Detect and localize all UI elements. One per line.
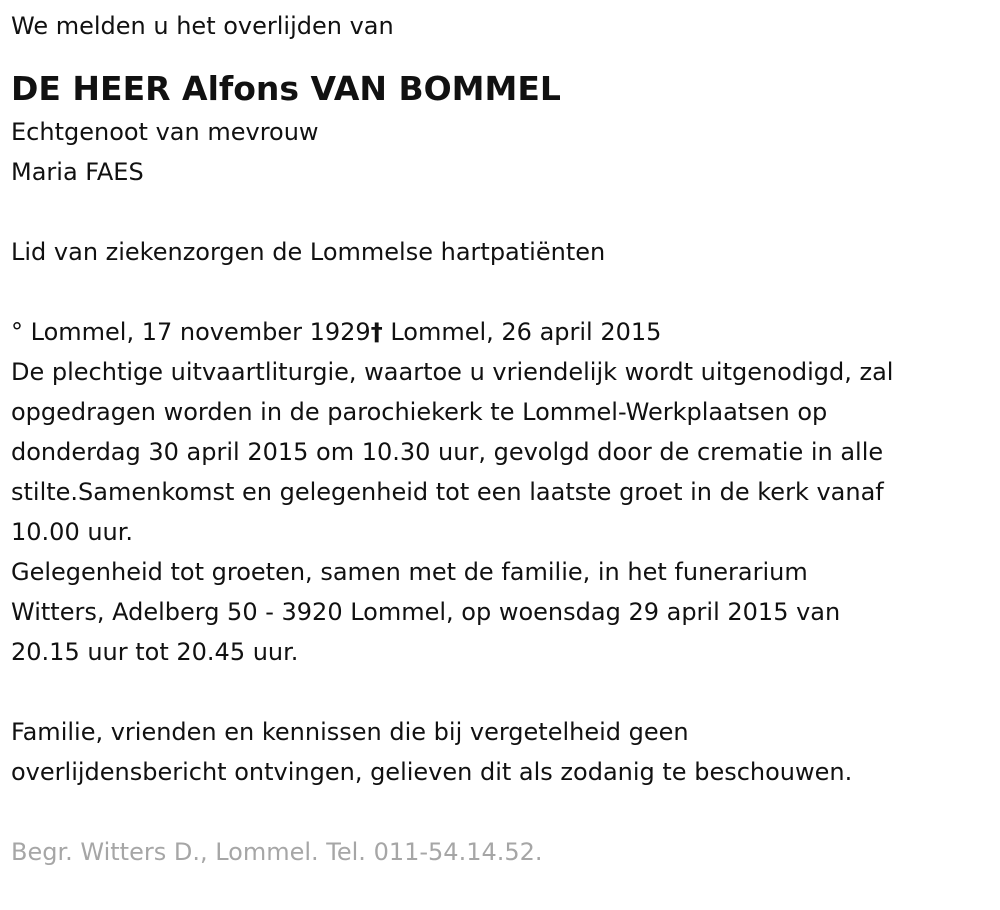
visitation-line: Witters, Adelberg 50 - 3920 Lommel, op woensdag 29 april 2015 van: [11, 598, 841, 626]
deceased-name: DE HEER Alfons VAN BOMMEL: [11, 69, 561, 108]
ceremony-line: donderdag 30 april 2015 om 10.30 uur, gevolgd door de crematie in alle: [11, 438, 884, 466]
ceremony-line: opgedragen worden in de parochiekerk te Lommel-Werkplaatsen op: [11, 398, 828, 426]
spacer: [11, 272, 1000, 312]
spacer: [11, 792, 1000, 832]
funeral-director-footer: Begr. Witters D., Lommel. Tel. 011-54.14.52.: [11, 838, 543, 866]
intro-text: We melden u het overlijden van: [11, 12, 394, 40]
ceremony-line: stilte.Samenkomst en gelegenheid tot een laatste groet in de kerk vanaf: [11, 478, 884, 506]
death-date: Lommel, 26 april 2015: [382, 318, 662, 346]
cross-icon: †: [370, 318, 383, 346]
spouse-line-1: Echtgenoot van mevrouw: [11, 118, 319, 146]
spacer: [11, 192, 1000, 232]
membership-text: Lid van ziekenzorgen de Lommelse hartpatiënten: [11, 238, 606, 266]
spacer: [11, 672, 1000, 712]
notice-line: overlijdensbericht ontvingen, gelieven dit als zodanig te beschouwen.: [11, 758, 853, 786]
ceremony-line: De plechtige uitvaartliturgie, waartoe u vriendelijk wordt uitgenodigd, zal: [11, 358, 894, 386]
visitation-line: 20.15 uur tot 20.45 uur.: [11, 638, 299, 666]
birth-date: ° Lommel, 17 november 1929: [11, 318, 371, 346]
ceremony-line: 10.00 uur.: [11, 518, 134, 546]
spouse-line-2: Maria FAES: [11, 158, 144, 186]
dates-line: [11, 312, 1000, 352]
visitation-line: Gelegenheid tot groeten, samen met de familie, in het funerarium: [11, 558, 808, 586]
notice-line: Familie, vrienden en kennissen die bij vergetelheid geen: [11, 718, 689, 746]
